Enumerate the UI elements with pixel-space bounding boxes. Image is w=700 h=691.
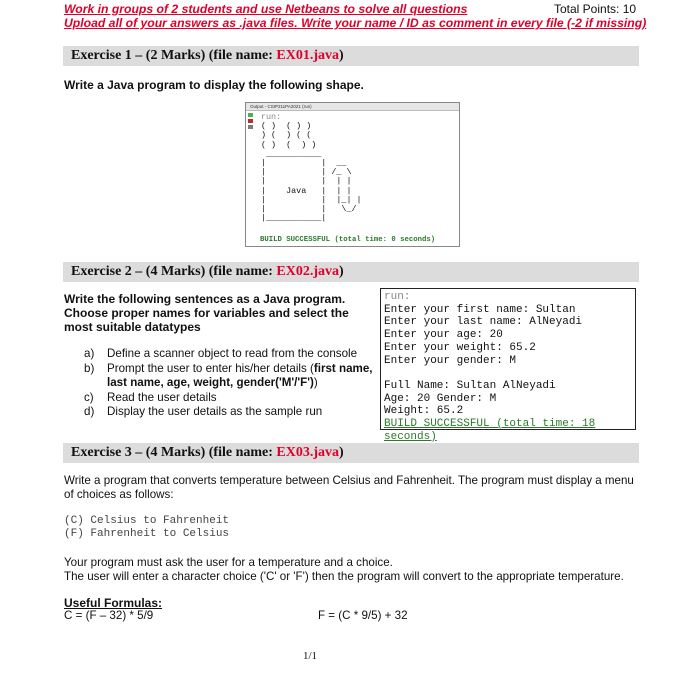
- exercise-1-file: EX01.java: [276, 48, 340, 63]
- menu-choices: [64, 515, 229, 541]
- task-item: b) Prompt the user to enter his/her details (first name, last name, age, weight, gender('M'/'F')): [84, 361, 373, 389]
- menu-item: (C) Celsius to Fahrenheit: [64, 515, 230, 527]
- output-line: [384, 367, 635, 380]
- header-line-2: Upload all of your answers as .java files. Write your name / ID as comment in every file (-2 if missing): [64, 16, 647, 30]
- output-line: Weight: 65.2: [384, 405, 464, 418]
- output-window-title: Output - CSIP211PA2021 (run): [246, 103, 459, 111]
- exercise-3-requirements: Your program must ask the user for a temperature and a choice. The user will enter a character choice ('C' or 'F') then the program will convert to the appropriate temperature.: [64, 556, 624, 583]
- build-status: BUILD SUCCESSFUL (total time: 0 seconds): [260, 236, 436, 244]
- output-line: Full Name: Sultan AlNeyadi: [384, 379, 556, 392]
- page-number: 1/1: [303, 650, 318, 662]
- output-line: Enter your weight: 65.2: [384, 341, 536, 354]
- exercise-3-description: Write a program that converts temperature between Celsius and Fahrenheit. The program must display a menu of choices as follows:: [64, 474, 634, 501]
- build-status: BUILD SUCCESSFUL (total time: 18 seconds): [384, 418, 596, 443]
- clear-icon: [248, 125, 253, 129]
- output-text: run: ( ) ( ) ) ) ( ) ( ( ( ) ( ) ) ___________ | | __ | | /_ \ | | | | | Java | | | | | |_| | | | \_/ |___________|: [261, 112, 362, 224]
- exercise-3-title: Exercise 3 – (4 Marks) (file name:: [71, 445, 277, 460]
- output-line: Enter your gender: M: [384, 354, 517, 367]
- task-item: c) Read the user details: [84, 390, 217, 404]
- exercise-2-file: EX02.java: [276, 264, 340, 279]
- shape-ascii: ( ) ( ) ) ) ( ) ( ( ( ) ( ) ) ___________ | | __ | | /_ \ | | | | | Java | | | | | |_| | | | \_/ |___________|: [261, 121, 362, 224]
- total-points: Total Points: 10: [554, 2, 637, 16]
- run-label: run:: [384, 291, 411, 303]
- run-icon: [248, 113, 253, 117]
- sample-run-output: [380, 288, 636, 443]
- exercise-2-title: Exercise 2 – (4 Marks) (file name:: [71, 264, 277, 279]
- output-line: Age: 20 Gender: M: [384, 392, 497, 405]
- exercise-1-title: Exercise 1 – (2 Marks) (file name:: [71, 48, 277, 63]
- menu-item: (F) Fahrenheit to Celsius: [64, 528, 230, 540]
- formula-fahrenheit: F = (C * 9/5) + 32: [318, 609, 408, 622]
- task-item: d) Display the user details as the sample run: [84, 405, 323, 418]
- formulas-heading: Useful Formulas:: [64, 596, 163, 610]
- exercise-1-instruction: Write a Java program to display the following shape.: [64, 78, 364, 92]
- output-line: Enter your last name: AlNeyadi: [384, 316, 583, 329]
- output-line: Enter your first name: Sultan: [384, 303, 576, 316]
- exercise-3-heading: Exercise 3 – (4 Marks) (file name: EX03.java): [63, 443, 639, 463]
- stop-icon: [248, 119, 253, 123]
- output-toolbar: [246, 111, 255, 135]
- task-item: a) Define a scanner object to read from the console: [84, 347, 358, 360]
- exercise-2-heading: Exercise 2 – (4 Marks) (file name: EX02.java): [63, 262, 639, 282]
- header-line-1: Work in groups of 2 students and use Netbeans to solve all questions: [64, 2, 468, 16]
- exercise-1-heading: Exercise 1 – (2 Marks) (file name: EX01.java): [63, 46, 639, 66]
- output-line: Enter your age: 20: [384, 329, 503, 342]
- output-window: [245, 102, 460, 247]
- task-list: [84, 347, 376, 420]
- exercise-2-intro: Write the following sentences as a Java program. Choose proper names for variables and select the most suitable datatypes: [64, 292, 349, 334]
- exercise-3-file: EX03.java: [276, 445, 340, 460]
- formula-celsius: C = (F – 32) * 5/9: [64, 609, 154, 622]
